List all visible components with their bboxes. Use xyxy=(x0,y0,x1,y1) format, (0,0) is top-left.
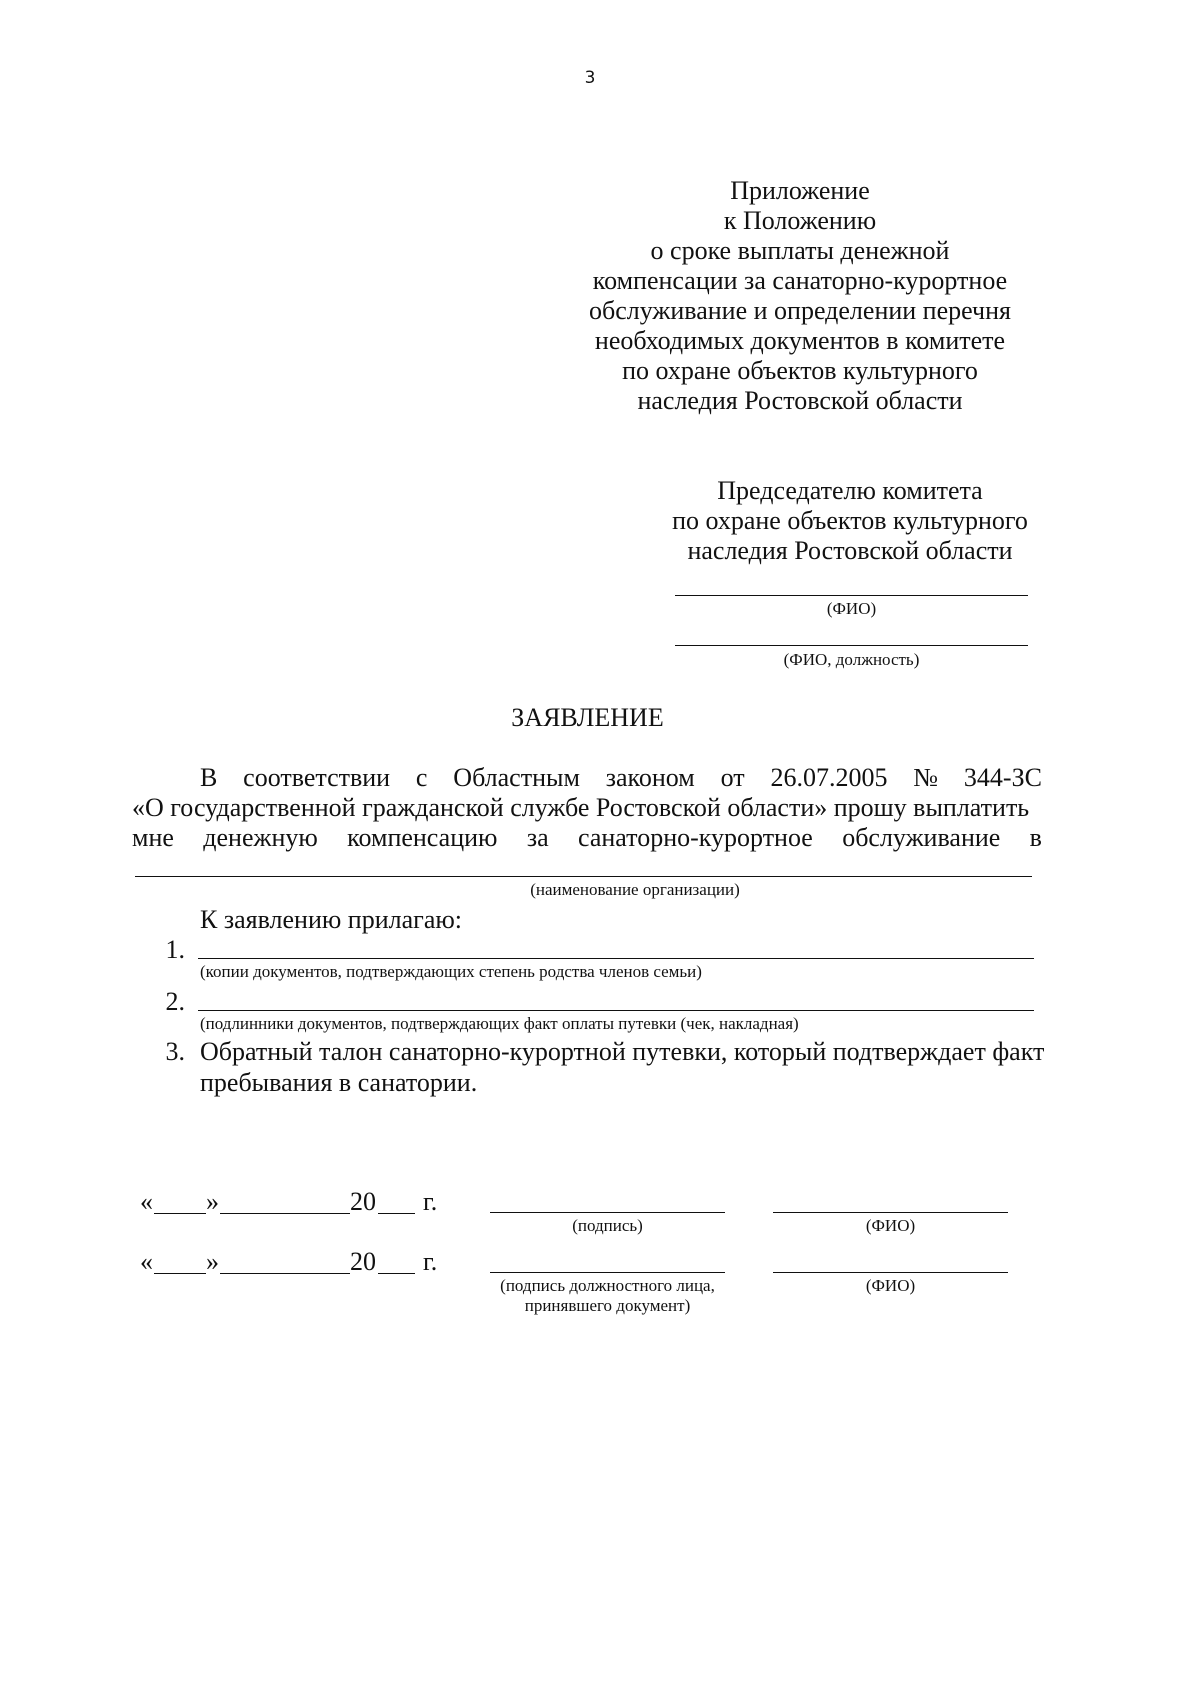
body-word: 26.07.2005 xyxy=(770,763,888,792)
signature-field-line[interactable] xyxy=(490,1212,725,1213)
fio-caption: (ФИО) xyxy=(826,599,877,618)
body-line-1 xyxy=(200,762,1042,794)
year-field-line[interactable] xyxy=(378,1213,415,1214)
body-word: за xyxy=(526,823,549,852)
organization-caption: (наименование организации) xyxy=(530,880,740,899)
signature-caption: (подпись) xyxy=(572,1216,643,1235)
year-prefix: 20 xyxy=(350,1187,376,1216)
fio-position-caption: (ФИО, должность) xyxy=(783,650,920,669)
date-row-1 xyxy=(140,1186,460,1220)
fio-field-line[interactable] xyxy=(675,595,1028,596)
body-word: № xyxy=(913,763,939,792)
document-title: ЗАЯВЛЕНИЕ xyxy=(511,703,664,732)
body-word: в xyxy=(1029,823,1042,852)
body-word: мне xyxy=(132,823,174,852)
addressee-line: по охране объектов культурного xyxy=(672,506,1028,535)
annex-line: Приложение xyxy=(730,176,870,205)
signer-fio-caption: (ФИО) xyxy=(865,1216,916,1235)
fio-position-field-line[interactable] xyxy=(675,645,1028,646)
attachment-number: 3. xyxy=(165,1037,185,1066)
month-field-line[interactable] xyxy=(220,1213,350,1214)
body-word: Областным xyxy=(453,763,580,792)
annex-line: наследия Ростовской области xyxy=(637,386,963,415)
body-word: с xyxy=(415,763,428,792)
date-close-quote: » xyxy=(206,1187,219,1216)
date-close-quote: » xyxy=(206,1247,219,1276)
attachment-2-caption: (подлинники документов, подтверждающих факт оплаты путевки (чек, накладная) xyxy=(200,1014,799,1033)
year-suffix: г. xyxy=(423,1247,438,1276)
attachment-3-line: Обратный талон санаторно-курортной путевки, который подтверждает факт xyxy=(200,1037,1045,1066)
official-fio-field-line[interactable] xyxy=(773,1272,1008,1273)
annex-line: необходимых документов в комитете xyxy=(594,326,1006,355)
body-word: денежную xyxy=(203,823,318,852)
body-word: В xyxy=(200,763,218,792)
body-word: от xyxy=(720,763,745,792)
annex-block xyxy=(580,176,1020,416)
month-field-line[interactable] xyxy=(220,1273,350,1274)
attachments-intro: К заявлению прилагаю: xyxy=(200,905,463,934)
page-number: 3 xyxy=(584,68,596,88)
body-word: обслуживание xyxy=(842,823,1001,852)
date-row-2 xyxy=(140,1246,460,1280)
body-word: компенсацию xyxy=(347,823,498,852)
day-field-line[interactable] xyxy=(154,1273,206,1274)
attachment-2-field-line[interactable] xyxy=(198,1010,1034,1011)
addressee-block xyxy=(660,476,1040,566)
official-signature-field-line[interactable] xyxy=(490,1272,725,1273)
signer-fio-field-line[interactable] xyxy=(773,1212,1008,1213)
annex-line: обслуживание и определении перечня xyxy=(589,296,1011,325)
attachment-1-field-line[interactable] xyxy=(198,958,1034,959)
annex-line: о сроке выплаты денежной xyxy=(650,236,950,265)
official-signature-caption-line: (подпись должностного лица, xyxy=(500,1276,715,1295)
year-prefix: 20 xyxy=(350,1247,376,1276)
attachment-3-line: пребывания в санатории. xyxy=(200,1068,478,1097)
addressee-line: наследия Ростовской области xyxy=(687,536,1013,565)
attachment-number: 1. xyxy=(165,935,185,964)
annex-line: по охране объектов культурного xyxy=(622,356,978,385)
official-signature-caption-line: принявшего документ) xyxy=(524,1296,691,1315)
year-field-line[interactable] xyxy=(378,1273,415,1274)
attachment-3-text xyxy=(200,1036,1060,1098)
organization-field-line[interactable] xyxy=(135,876,1032,877)
annex-line: компенсации за санаторно-курортное xyxy=(592,266,1008,295)
official-fio-caption: (ФИО) xyxy=(865,1276,916,1295)
addressee-line: Председателю комитета xyxy=(717,476,983,505)
body-word: 344-ЗС xyxy=(963,763,1042,792)
day-field-line[interactable] xyxy=(154,1213,206,1214)
date-open-quote: « xyxy=(140,1187,153,1216)
annex-line: к Положению xyxy=(723,206,877,235)
body-word: законом xyxy=(605,763,695,792)
attachment-1-caption: (копии документов, подтверждающих степень родства членов семьи) xyxy=(200,962,702,981)
date-open-quote: « xyxy=(140,1247,153,1276)
body-word: соответствии xyxy=(243,763,391,792)
attachment-number: 2. xyxy=(165,987,185,1016)
official-signature-caption xyxy=(470,1276,745,1316)
body-line-2: «О государственной гражданской службе Ростовской области» прошу выплатить xyxy=(132,793,1030,822)
year-suffix: г. xyxy=(423,1187,438,1216)
body-word: санаторно-курортное xyxy=(578,823,813,852)
body-line-3 xyxy=(132,822,1042,854)
